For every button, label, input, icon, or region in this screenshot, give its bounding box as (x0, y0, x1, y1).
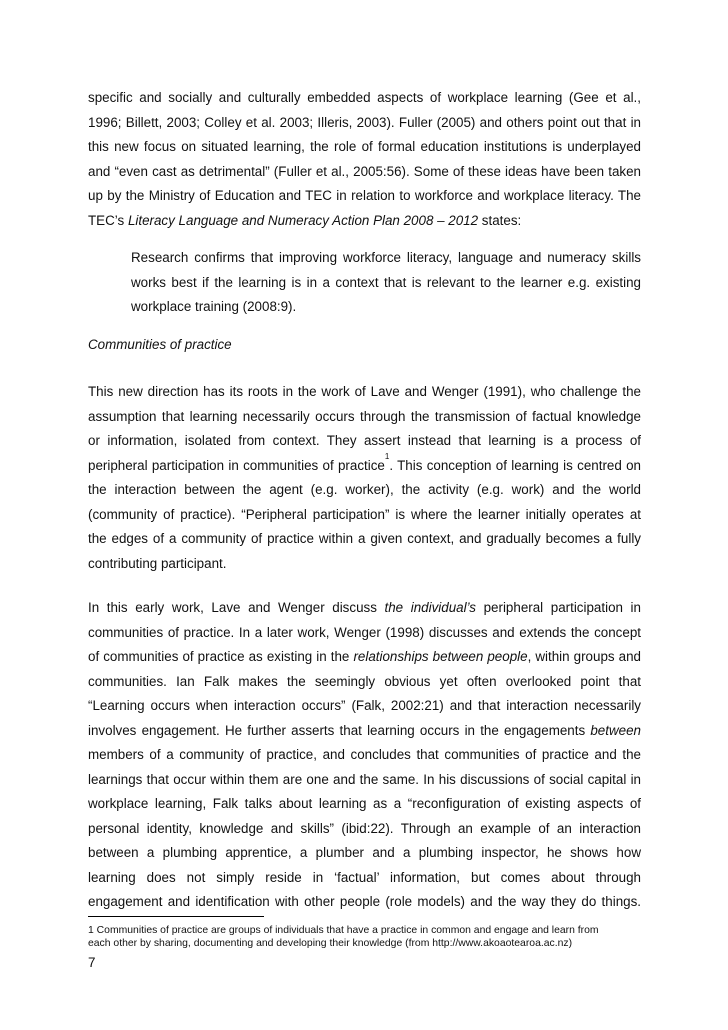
text-line: personal identity, knowledge and skills” (ibid:22). Through an example of an interaction (88, 820, 641, 836)
text-fragment: peripheral participation in (476, 600, 641, 615)
footnote-line: 1 Communities of practice are groups of individuals that have a practice in common and engage and learn from (88, 925, 599, 936)
text-line (88, 596, 641, 621)
text-line: workplace learning, Falk talks about learning as a “reconfiguration of existing aspects of (88, 796, 641, 811)
text-line (88, 454, 641, 479)
text-line: communities of practice. In a later work, Wenger (1998) discusses and extends the concept (88, 624, 641, 640)
text-line: specific and socially and culturally embedded aspects of workplace learning (Gee et al., (88, 90, 641, 105)
text-line (88, 209, 641, 234)
text-fragment: peripheral participation in communities of practice (88, 457, 385, 473)
text-line: 1996; Billett, 2003; Colley et al. 2003; Illeris, 2003). Fuller (2005) and others point out that in (88, 114, 641, 130)
text-line: up by the Ministry of Education and TEC in relation to workforce and workplace literacy. The (88, 188, 641, 203)
document-title-italic: Literacy Language and Numeracy Action Plan 2008 – 2012 (127, 212, 479, 228)
text-line: this new focus on situated learning, the role of formal education institutions is underplayed (88, 139, 641, 154)
text-line: contributing participant. (88, 555, 227, 571)
text-line: communities. Ian Falk makes the seemingly obvious yet often overlooked point that (88, 673, 641, 689)
text-fragment: In this early work, Lave and Wenger discuss (88, 600, 385, 615)
paragraph-lave-wenger (88, 380, 641, 576)
text-line: (community of practice). “Peripheral participation” is where the learner initially operates at (88, 506, 641, 522)
text-line: or information, isolated from context. They assert instead that learning is a process of (88, 433, 641, 448)
text-fragment: states: (478, 212, 522, 228)
quote-line: works best if the learning is in a context that is relevant to the learner e.g. existing (131, 274, 641, 290)
text-line: the edges of a community of practice within a given context, and gradually becomes a fully (88, 531, 641, 546)
emphasis-text: relationships between people (353, 649, 528, 664)
text-fragment: TEC’s (88, 212, 128, 228)
paragraph-falk (88, 596, 641, 915)
text-fragment: , within groups and (527, 649, 641, 664)
text-line: learning does not simply reside in ‘factual’ information, but comes about through (88, 869, 641, 885)
text-line: between a plumbing apprentice, a plumber and a plumbing inspector, he shows how (88, 845, 641, 860)
footnote-marker: 1 (384, 452, 390, 462)
text-fragment: involves engagement. He further asserts that learning occurs in the engagements (88, 722, 591, 738)
paragraph-situated-learning (88, 86, 641, 233)
footnote (88, 924, 648, 950)
text-line: This new direction has its roots in the work of Lave and Wenger (1991), who challenge the (88, 384, 641, 399)
text-line: the interaction between the agent (e.g. worker), the activity (e.g. work) and the world (88, 482, 641, 497)
text-line: and “even cast as detrimental” (Fuller et al., 2005:56). Some of these ideas have been taken (88, 163, 641, 179)
text-fragment: . This conception of learning is centred on (389, 457, 641, 473)
footnote-line: each other by sharing, documenting and developing their knowledge (from http://www.akoaotearoa.ac.nz) (88, 938, 573, 949)
block-quote (131, 246, 641, 320)
footnote-separator (88, 916, 264, 917)
emphasis-text: the individual’s (384, 600, 476, 615)
text-line: members of a community of practice, and concludes that communities of practice and the (88, 747, 641, 762)
text-line (88, 719, 641, 744)
quote-line: workplace training (2008:9). (131, 299, 297, 314)
text-line: learnings that occur within them are one and the same. In his discussions of social capital in (88, 771, 641, 787)
page-number: 7 (88, 955, 96, 970)
quote-line: Research confirms that improving workforce literacy, language and numeracy skills (131, 250, 641, 265)
text-line (88, 645, 641, 670)
text-line: engagement and identification with other people (role models) and the way they do things. (88, 894, 641, 909)
text-line: assumption that learning necessarily occurs through the transmission of factual knowledge (88, 408, 641, 424)
emphasis-text: between (590, 722, 641, 738)
text-fragment: of communities of practice as existing in the (88, 649, 354, 664)
section-heading: Communities of practice (88, 337, 232, 352)
text-line: “Learning occurs when interaction occurs” (Falk, 2002:21) and that interaction necessarily (88, 698, 641, 713)
